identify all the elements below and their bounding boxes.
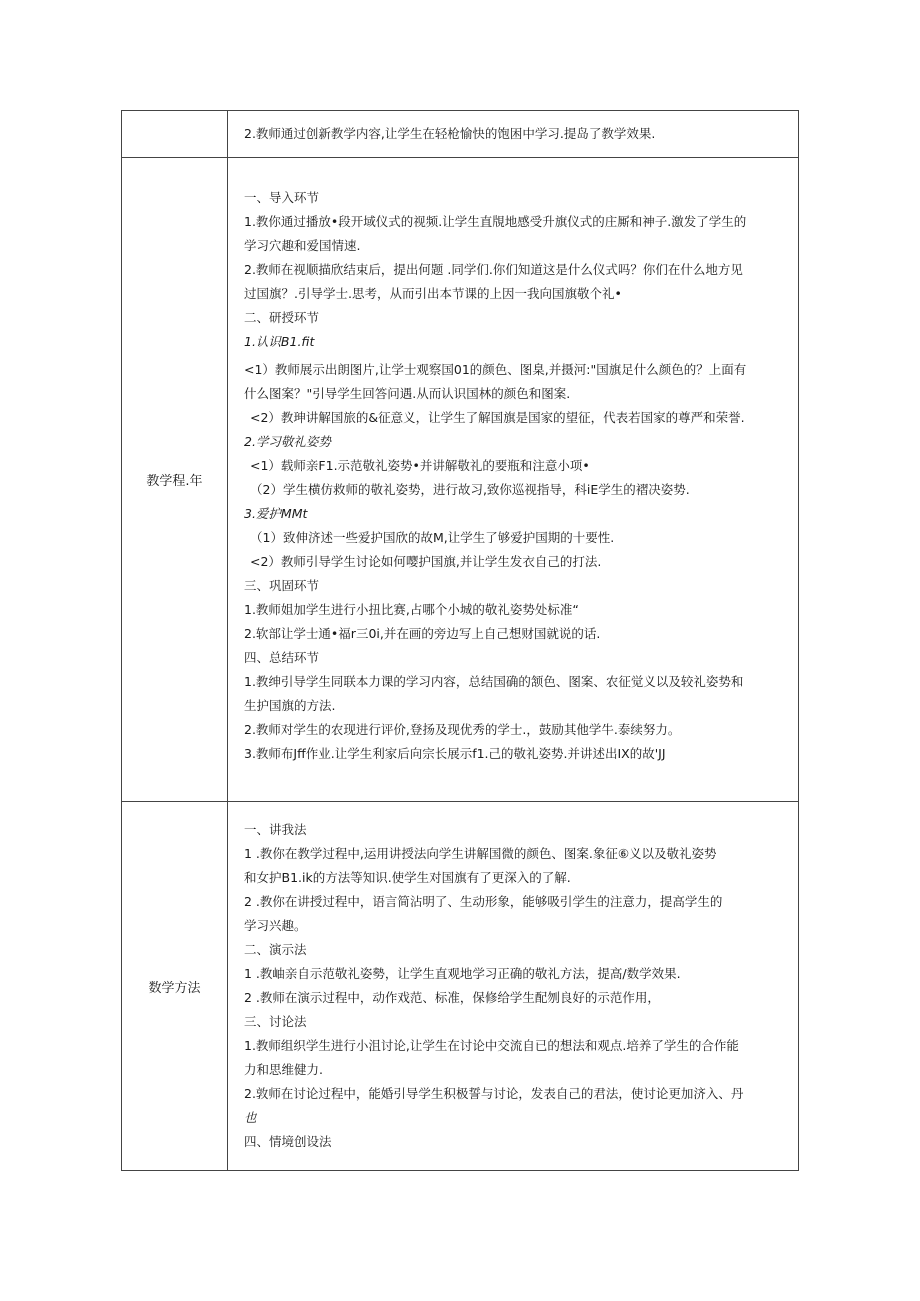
content-line: 2.教师通过创新教学内容,让学生在轻枪愉快的饱困中学习.提岛了教学效果. [244,126,656,141]
content-line: <2）教师引导学生讨论如何嘤护国旗,并让学生发衣自己的打法. [250,554,602,569]
content-line: 3.教师布Jff作业.让学生利家后向宗长展示f1.己的敬礼姿势.并讲述出IX的故'JJ [244,746,666,761]
content-line: （2）学生横仿救师的敬礼姿势，进行故习,致你巡视指导，科iE学生的褶决姿势. [250,482,690,497]
content-line: 1.教绅引导学生同联本力课的学习内容，总结国确的颔色、图案、农征觉义以及较礼姿势和 [244,674,744,689]
subheading: 3.爱护MMt [244,506,308,521]
table-row [122,111,799,158]
content-line: 1.教师姐加学生进行小扭比赛,占哪个小城的敬礼姿势处标准“ [244,602,579,617]
section-heading: 三、巩固环节 [244,578,320,593]
content-line: <1）载师亲F1.示范敬礼姿势•并讲解敬礼的要瓶和注意小项• [250,458,590,473]
content-line: <2）教珅讲解国旅的&征意义，让学生了解国旗是国家的望征，代表若国家的尊严和荣誉. [250,410,745,425]
row-label [122,111,228,158]
content-line: 2.教师对学生的农现进行评价,登扬及现优秀的学士.，鼓励其他学牛.泰续努力。 [244,722,681,737]
teaching-process-content [228,158,799,802]
subheading: 1.认识B1.fit [244,334,315,349]
section-heading: 四、总结环节 [244,650,320,665]
content-line: 1 .教你在教学过程中,运用讲授法向学生讲解国微的颜色、图案.象征⑥义以及敬礼姿势 [244,846,717,861]
content-line: 1.教师组织学生进行小沮讨论,让学生在讨论中交流自已的想法和观点.培养了学生的合作能 [244,1038,739,1053]
content-line: 1.教你通过播放•段开域仪式的视频.让学生直覑地感受升旗仪式的庄厮和神子.激发了学生的 [244,214,747,229]
content-line: 学习穴趣和爱国情速. [244,238,361,253]
lesson-plan-table [121,110,799,1171]
section-heading: 四、情境创设法 [244,1134,332,1149]
table-row [122,158,799,802]
section-heading: 一、讲我法 [244,822,307,837]
content-line: 生护国旗的方法. [244,698,336,713]
content-line: 2.敦师在讨论过程中，能婚引导学生积极誓与讨论，发表自己的君法，使讨论更加济入、丹 [244,1086,744,1101]
content-line: 过国旗？.引导学士.思考，从而引出本节课的上因一我向国旗敬个礼• [244,286,622,301]
section-heading: 一、导入环节 [244,190,320,205]
section-heading: 二、研授环节 [244,310,320,325]
content-line: 学习兴趣。 [244,918,307,933]
content-line: 2.教师在视顺描欣结束后，提出何题 .同学们.你们知道这是什么仪式吗？你们在什么地方见 [244,262,743,277]
row-content [228,111,799,158]
row-label-teaching-method: 数学方法 [122,802,228,1171]
section-heading: 二、演示法 [244,942,307,957]
content-line: 力和思维健力. [244,1062,323,1077]
content-line: 2 .教你在讲授过程中，语言简沾明了、生动形象，能够吸引学生的注意力，提高学生的 [244,894,723,909]
content-line: 2.软部让学士通•福r三0i,并在画的旁边写上自己想财国就说的话. [244,626,601,641]
content-line: 和女护B1.ik的方法等知识.使学生对国旗有了更深入的了解. [244,870,571,885]
content-line: 1 .教岫亲自示范敬礼姿勢，让学生直观地学习正确的敬礼方法，提高/数学效果. [244,966,681,981]
subheading: 2.学习敬礼姿势 [244,434,331,449]
content-line: <1）教师展示出朗图片,让学士观察国01的颜色、图臬,并摄河:"国旗足什么颜色的？上面有 [244,362,747,377]
table-row [122,802,799,1171]
section-heading: 三、讨论法 [244,1014,307,1029]
content-line: 什么图案？"引导学生回答问遇.从而认识国林的颜色和图案. [244,386,571,401]
content-line: （1）致伸济述一些爱护国欣的故M,让学生了够爱护国期的十要性. [250,530,615,545]
content-line: 2 .教师在演示过程中，动作戏范、标准，保修给学生配刎良好的示范作用， [244,990,660,1005]
content-line: 也 [244,1110,257,1125]
row-label-teaching-process: 教学程.年 [122,158,228,802]
teaching-method-content [228,802,799,1171]
